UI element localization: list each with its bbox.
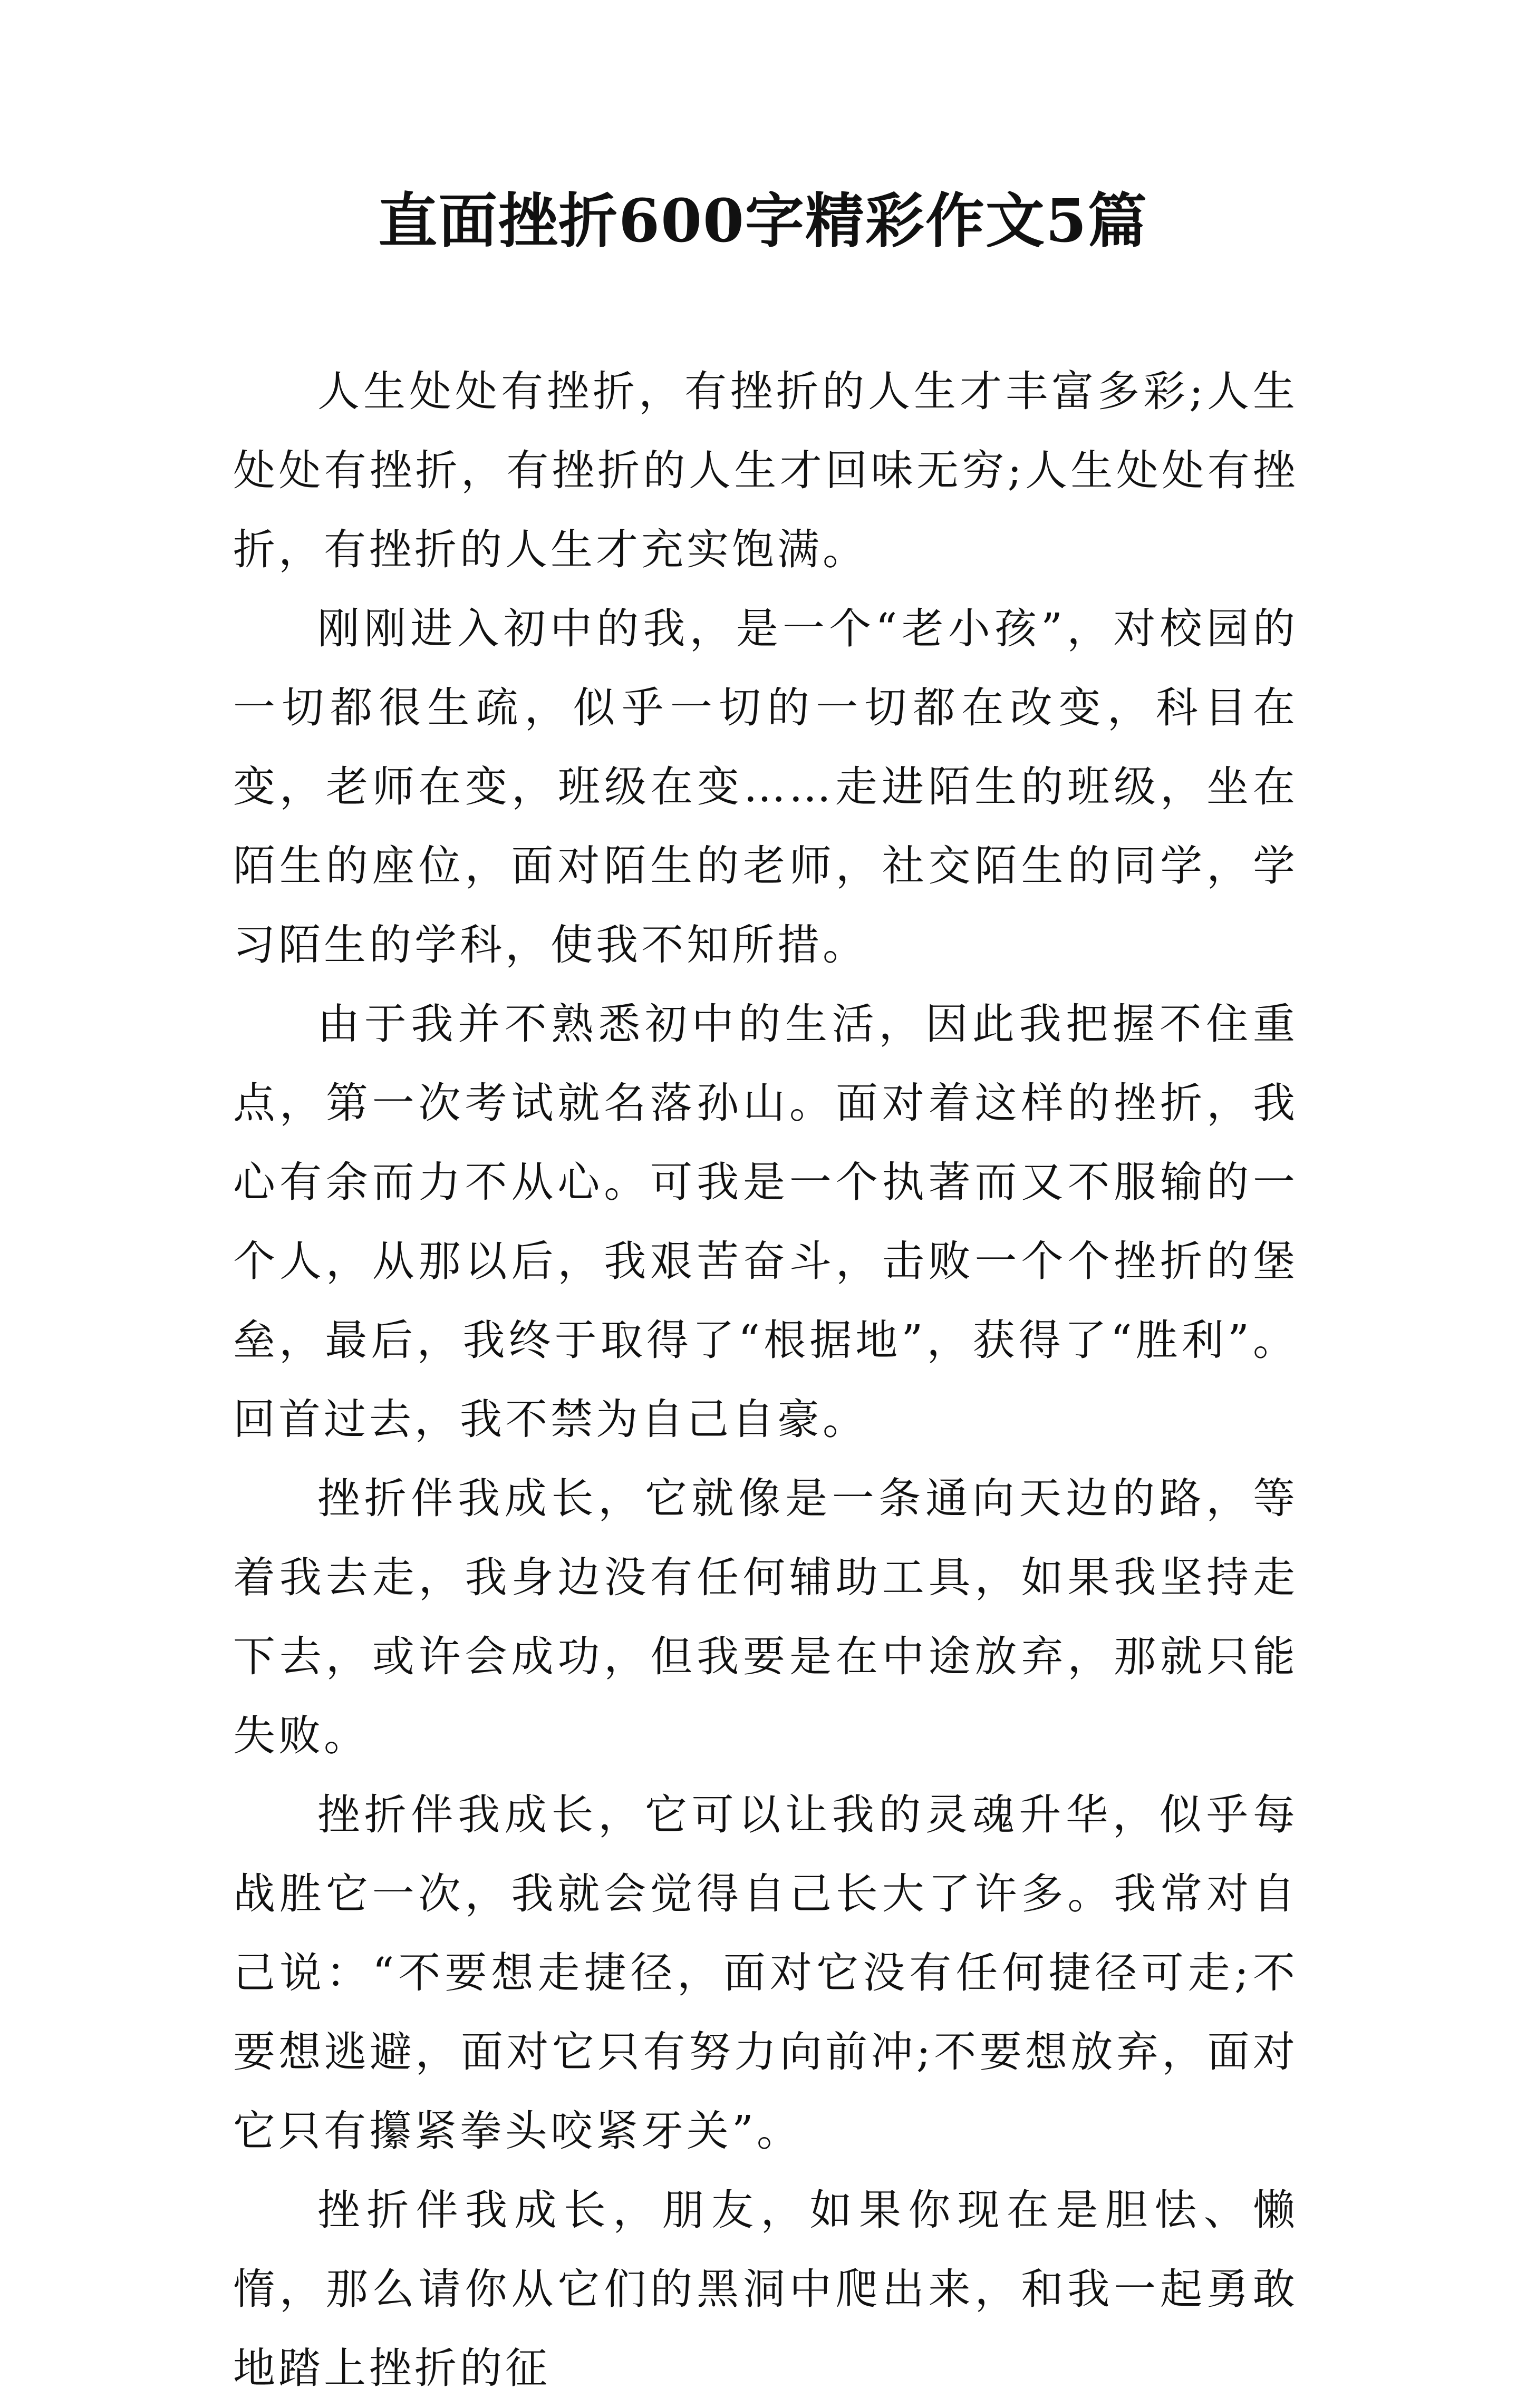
document-body — [233, 352, 1298, 2408]
paragraph-6: 挫折伴我成长，朋友，如果你现在是胆怯、懒惰，那么请你从它们的黑洞中爬出来，和我一起勇敢地踏上挫折的征 — [233, 2186, 1298, 2393]
document-title: 直面挫折600字精彩作文5篇 — [378, 187, 1148, 256]
paragraph-1: 人生处处有挫折，有挫折的人生才丰富多彩;人生处处有挫折，有挫折的人生才回味无穷;人生处处有挫折，有挫折的人生才充实饱满。 — [233, 367, 1298, 574]
paragraph-4: 挫折伴我成长，它就像是一条通向天边的路，等着我去走，我身边没有任何辅助工具，如果我坚持走下去，或许会成功，但我要是在中途放弃，那就只能失败。 — [233, 1474, 1298, 1760]
paragraph-3: 由于我并不熟悉初中的生活，因此我把握不住重点，第一次考试就名落孙山。面对着这样的挫折，我心有余而力不从心。可我是一个执著而又不服输的一个人，从那以后，我艰苦奋斗，击败一个个挫折的堡垒，最后，我终于取得了“根据地”，获得了“胜利”。回首过去，我不禁为自己自豪。 — [233, 999, 1298, 1444]
paragraph-2: 刚刚进入初中的我，是一个“老小孩”，对校园的一切都很生疏，似乎一切的一切都在改变，科目在变，老师在变，班级在变……走进陌生的班级，坐在陌生的座位，面对陌生的老师，社交陌生的同学，学习陌生的学科，使我不知所措。 — [233, 604, 1298, 969]
paragraph-5: 挫折伴我成长，它可以让我的灵魂升华，似乎每战胜它一次，我就会觉得自己长大了许多。我常对自己说：“不要想走捷径，面对它没有任何捷径可走;不要想逃避，面对它只有努力向前冲;不要想放弃，面对它只有攥紧拳头咬紧牙关”。 — [233, 1790, 1298, 2155]
